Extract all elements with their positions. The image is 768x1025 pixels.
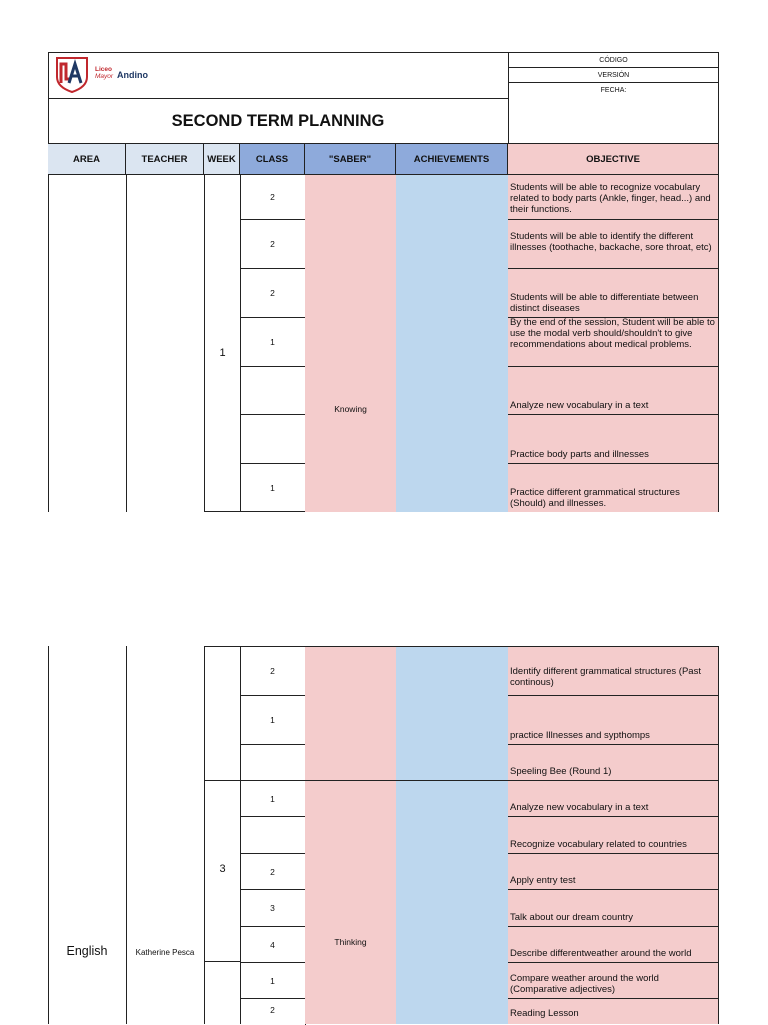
logo-text-liceo: Liceo <box>95 66 112 73</box>
area-left-line <box>48 646 49 1024</box>
objective-cell: practice Illnesses and sypthomps <box>508 696 718 745</box>
objective-cell: Analyze new vocabulary in a text <box>508 367 718 415</box>
class-cell: 1 <box>240 963 306 999</box>
class-cell: 3 <box>240 890 306 927</box>
teacher-value: Katherine Pesca <box>135 948 195 957</box>
teacher-left-line <box>126 175 127 512</box>
objective-cell: Speeling Bee (Round 1) <box>508 745 718 781</box>
col-saber: "SABER" <box>305 144 396 174</box>
objective-cell: Students will be able to identify the different illnesses (toothache, backache, sore throat, etc) <box>508 220 718 269</box>
week-number: 3 <box>219 863 226 875</box>
saber-cell-1 <box>305 175 397 512</box>
achievements-cell-1 <box>396 175 509 512</box>
page-title: SECOND TERM PLANNING <box>171 111 385 130</box>
objective-cell: Compare weather around the world (Comparative adjectives) <box>508 963 718 999</box>
week-cell-3 <box>204 781 241 962</box>
objective-column-2 <box>508 646 719 1024</box>
class-cell: 2 <box>240 647 306 696</box>
shield-logo-icon <box>55 55 89 93</box>
objective-cell: Apply entry test <box>508 854 718 890</box>
col-area: AREA <box>48 144 126 174</box>
objective-cell: Recognize vocabulary related to countries <box>508 817 718 854</box>
area-left-line <box>48 175 49 512</box>
objective-cell: Students will be able to recognize vocabulary related to body parts (Ankle, finger, head...) and their functions. <box>508 175 718 220</box>
class-cell: 1 <box>240 696 306 745</box>
class-cell: 2 <box>240 220 306 269</box>
class-cell: 1 <box>240 781 306 817</box>
class-cell <box>240 415 306 464</box>
class-cell: 2 <box>240 854 306 890</box>
class-cell: 2 <box>240 175 306 220</box>
teacher-left-line <box>126 646 127 1024</box>
saber-cell-2 <box>305 646 397 781</box>
class-column-1 <box>240 175 306 512</box>
class-cell <box>240 745 306 781</box>
objective-cell: By the end of the session, Student will be able to use the modal verb should/shouldn't to give recommendations about medical problems. <box>508 318 718 367</box>
column-header-row <box>48 143 719 175</box>
logo-text-andino: Andino <box>117 70 148 80</box>
meta-codigo: CÓDIGO <box>508 53 719 68</box>
objective-cell: Reading Lesson <box>510 1008 579 1019</box>
objective-column-1 <box>508 175 719 512</box>
saber-text: Knowing <box>334 404 367 414</box>
week-cell-4 <box>204 962 241 1024</box>
class-cell: 2 <box>240 269 306 318</box>
school-logo <box>55 55 165 93</box>
objective-cell: Talk about our dream country <box>508 890 718 927</box>
week-cell-2 <box>204 646 241 781</box>
objective-cell: Describe differentweather around the world <box>508 927 718 963</box>
col-class: CLASS <box>240 144 305 174</box>
objective-cell: Identify different grammatical structures (Past continous) <box>508 647 718 696</box>
meta-fecha: FECHA: <box>600 87 627 94</box>
class-column-2 <box>240 646 306 1024</box>
achievements-cell-3 <box>396 781 509 1024</box>
col-achievements: ACHIEVEMENTS <box>396 144 508 174</box>
class-cell <box>240 817 306 854</box>
col-teacher: TEACHER <box>126 144 204 174</box>
objective-cell: Analyze new vocabulary in a text <box>508 781 718 817</box>
class-cell: 1 <box>240 464 306 512</box>
saber-cell-3 <box>305 781 397 1024</box>
week-cell-1 <box>204 175 241 512</box>
col-week: WEEK <box>204 144 240 174</box>
week-number: 1 <box>219 347 226 359</box>
col-objective: OBJECTIVE <box>508 144 718 174</box>
saber-text: Thinking <box>334 937 367 947</box>
class-cell <box>240 367 306 415</box>
objective-cell: Practice body parts and illnesses <box>508 415 718 464</box>
class-cell: 1 <box>240 318 306 367</box>
objective-cell: Practice different grammatical structures (Should) and illnesses. <box>510 487 680 510</box>
logo-text-mayor: Mayor <box>95 73 114 80</box>
achievements-cell-2 <box>396 646 509 781</box>
area-value: English <box>66 944 108 958</box>
meta-version: VERSIÓN <box>508 68 719 83</box>
class-cell: 2 <box>240 999 306 1025</box>
objective-cell: Students will be able to differentiate between distinct diseases <box>508 269 718 318</box>
class-cell: 4 <box>240 927 306 963</box>
